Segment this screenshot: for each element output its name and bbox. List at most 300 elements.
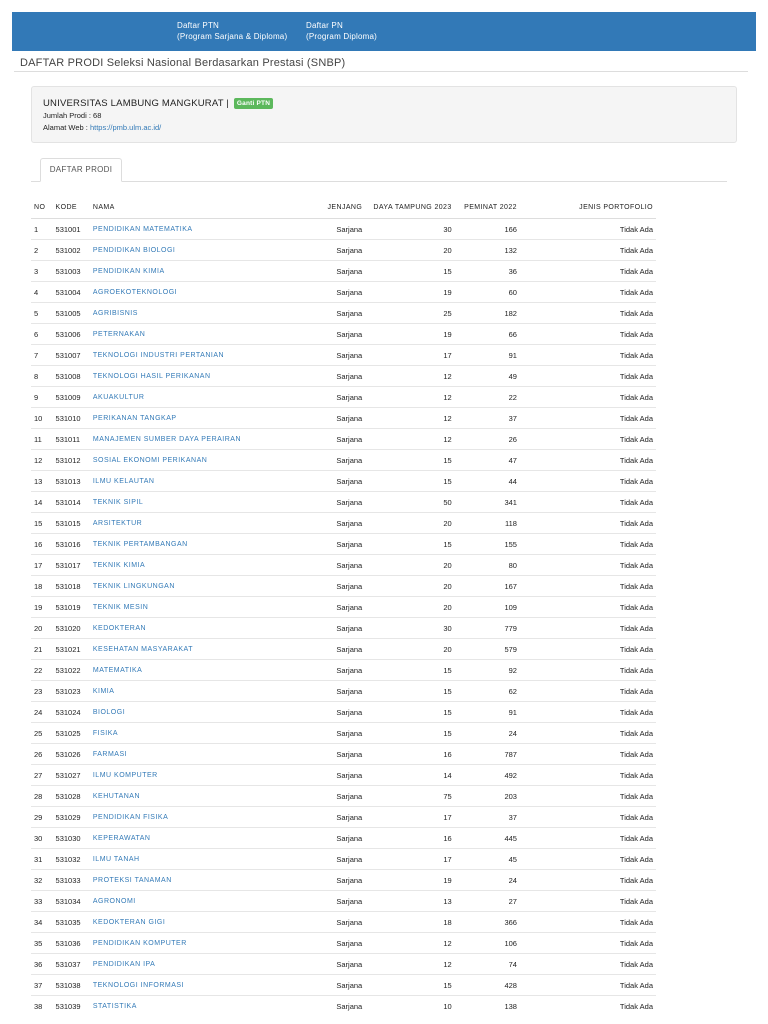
row-jenjang: Sarjana (308, 786, 365, 807)
prodi-name-link[interactable]: TEKNIK SIPIL (90, 492, 308, 513)
prodi-name-link[interactable]: AGROEKOTEKNOLOGI (90, 282, 308, 303)
table-row (31, 660, 656, 681)
row-kode: 531024 (53, 702, 90, 723)
row-no: 10 (31, 408, 53, 429)
row-kode: 531023 (53, 681, 90, 702)
row-jenjang: Sarjana (308, 660, 365, 681)
row-kode: 531017 (53, 555, 90, 576)
prodi-name-link[interactable]: BIOLOGI (90, 702, 308, 723)
row-kode: 531036 (53, 933, 90, 954)
table-row (31, 366, 656, 387)
row-daya-tampung: 20 (365, 555, 454, 576)
row-peminat: 22 (455, 387, 520, 408)
prodi-name-link[interactable]: ILMU TANAH (90, 849, 308, 870)
row-daya-tampung: 15 (365, 975, 454, 996)
row-jenis-portofolio: Tidak Ada (520, 282, 656, 303)
row-daya-tampung: 19 (365, 870, 454, 891)
title-divider (14, 71, 748, 72)
row-no: 36 (31, 954, 53, 975)
row-jenjang: Sarjana (308, 408, 365, 429)
row-jenis-portofolio: Tidak Ada (520, 933, 656, 954)
row-daya-tampung: 30 (365, 219, 454, 240)
row-jenjang: Sarjana (308, 303, 365, 324)
row-peminat: 341 (455, 492, 520, 513)
row-peminat: 167 (455, 576, 520, 597)
row-peminat: 45 (455, 849, 520, 870)
row-no: 5 (31, 303, 53, 324)
table-row (31, 555, 656, 576)
nav-daftar-pn-subtitle: (Program Diploma) (306, 32, 377, 41)
row-no: 38 (31, 996, 53, 1017)
table-row (31, 219, 656, 240)
row-peminat: 80 (455, 555, 520, 576)
prodi-name-link[interactable]: TEKNOLOGI INFORMASI (90, 975, 308, 996)
prodi-table (31, 196, 656, 1016)
row-daya-tampung: 15 (365, 702, 454, 723)
row-peminat: 27 (455, 891, 520, 912)
row-peminat: 492 (455, 765, 520, 786)
row-peminat: 91 (455, 345, 520, 366)
table-row (31, 681, 656, 702)
row-jenjang: Sarjana (308, 870, 365, 891)
row-jenjang: Sarjana (308, 513, 365, 534)
row-kode: 531035 (53, 912, 90, 933)
row-no: 16 (31, 534, 53, 555)
row-jenjang: Sarjana (308, 471, 365, 492)
prodi-name-link[interactable]: ARSITEKTUR (90, 513, 308, 534)
row-kode: 531003 (53, 261, 90, 282)
row-daya-tampung: 12 (365, 954, 454, 975)
row-jenjang: Sarjana (308, 597, 365, 618)
table-row (31, 933, 656, 954)
prodi-name-link[interactable]: PENDIDIKAN BIOLOGI (90, 240, 308, 261)
row-daya-tampung: 25 (365, 303, 454, 324)
row-no: 13 (31, 471, 53, 492)
table-row (31, 387, 656, 408)
row-no: 23 (31, 681, 53, 702)
row-no: 19 (31, 597, 53, 618)
table-row (31, 618, 656, 639)
row-jenjang: Sarjana (308, 345, 365, 366)
top-navbar (12, 12, 756, 51)
prodi-name-link[interactable]: SOSIAL EKONOMI PERIKANAN (90, 450, 308, 471)
row-kode: 531039 (53, 996, 90, 1017)
table-row (31, 975, 656, 996)
row-jenis-portofolio: Tidak Ada (520, 366, 656, 387)
row-no: 3 (31, 261, 53, 282)
row-daya-tampung: 17 (365, 807, 454, 828)
row-daya-tampung: 12 (365, 387, 454, 408)
row-peminat: 166 (455, 219, 520, 240)
table-row (31, 345, 656, 366)
row-kode: 531025 (53, 723, 90, 744)
row-jenis-portofolio: Tidak Ada (520, 849, 656, 870)
row-daya-tampung: 12 (365, 429, 454, 450)
row-kode: 531005 (53, 303, 90, 324)
row-daya-tampung: 12 (365, 933, 454, 954)
row-jenis-portofolio: Tidak Ada (520, 345, 656, 366)
row-kode: 531008 (53, 366, 90, 387)
row-daya-tampung: 15 (365, 261, 454, 282)
header-nama: NAMA (90, 196, 308, 219)
row-jenis-portofolio: Tidak Ada (520, 555, 656, 576)
row-jenjang: Sarjana (308, 240, 365, 261)
row-jenis-portofolio: Tidak Ada (520, 387, 656, 408)
row-kode: 531001 (53, 219, 90, 240)
row-jenjang: Sarjana (308, 975, 365, 996)
row-no: 1 (31, 219, 53, 240)
table-row (31, 723, 656, 744)
table-row (31, 240, 656, 261)
table-row (31, 597, 656, 618)
row-jenjang: Sarjana (308, 765, 365, 786)
row-jenis-portofolio: Tidak Ada (520, 492, 656, 513)
row-peminat: 36 (455, 261, 520, 282)
row-peminat: 74 (455, 954, 520, 975)
row-no: 30 (31, 828, 53, 849)
row-jenis-portofolio: Tidak Ada (520, 576, 656, 597)
prodi-name-link[interactable]: AGRONOMI (90, 891, 308, 912)
table-row (31, 639, 656, 660)
row-jenjang: Sarjana (308, 429, 365, 450)
row-kode: 531030 (53, 828, 90, 849)
row-kode: 531006 (53, 324, 90, 345)
jumlah-prodi-label: Jumlah Prodi : (43, 111, 94, 120)
tab-daftar-prodi[interactable]: DAFTAR PRODI (40, 158, 122, 182)
table-row (31, 828, 656, 849)
prodi-name-link[interactable]: KEHUTANAN (90, 786, 308, 807)
row-jenjang: Sarjana (308, 618, 365, 639)
row-jenis-portofolio: Tidak Ada (520, 597, 656, 618)
prodi-name-link[interactable]: AGRIBISNIS (90, 303, 308, 324)
table-row (31, 492, 656, 513)
prodi-name-link[interactable]: TEKNIK LINGKUNGAN (90, 576, 308, 597)
row-kode: 531026 (53, 744, 90, 765)
row-peminat: 44 (455, 471, 520, 492)
row-kode: 531016 (53, 534, 90, 555)
row-kode: 531014 (53, 492, 90, 513)
row-daya-tampung: 16 (365, 744, 454, 765)
row-peminat: 60 (455, 282, 520, 303)
row-jenjang: Sarjana (308, 366, 365, 387)
table-row (31, 786, 656, 807)
nav-daftar-ptn-subtitle: (Program Sarjana & Diploma) (177, 32, 288, 41)
prodi-name-link[interactable]: PENDIDIKAN KIMIA (90, 261, 308, 282)
row-peminat: 579 (455, 639, 520, 660)
table-row (31, 849, 656, 870)
row-no: 15 (31, 513, 53, 534)
nav-daftar-ptn-title: Daftar PTN (177, 21, 220, 30)
prodi-name-link[interactable]: TEKNIK MESIN (90, 597, 308, 618)
row-peminat: 203 (455, 786, 520, 807)
tabs-divider (31, 181, 727, 182)
row-peminat: 155 (455, 534, 520, 555)
row-daya-tampung: 13 (365, 891, 454, 912)
row-daya-tampung: 20 (365, 639, 454, 660)
row-daya-tampung: 50 (365, 492, 454, 513)
row-daya-tampung: 20 (365, 576, 454, 597)
row-no: 18 (31, 576, 53, 597)
row-jenjang: Sarjana (308, 639, 365, 660)
row-no: 6 (31, 324, 53, 345)
row-jenis-portofolio: Tidak Ada (520, 723, 656, 744)
table-header-row (31, 196, 656, 219)
row-peminat: 132 (455, 240, 520, 261)
row-jenis-portofolio: Tidak Ada (520, 639, 656, 660)
row-peminat: 49 (455, 366, 520, 387)
row-no: 22 (31, 660, 53, 681)
row-jenjang: Sarjana (308, 282, 365, 303)
row-jenjang: Sarjana (308, 492, 365, 513)
table-row (31, 408, 656, 429)
row-kode: 531007 (53, 345, 90, 366)
alamat-web-label: Alamat Web : (43, 123, 90, 132)
header-kode: KODE (53, 196, 90, 219)
row-no: 14 (31, 492, 53, 513)
row-daya-tampung: 15 (365, 534, 454, 555)
row-peminat: 366 (455, 912, 520, 933)
prodi-name-link[interactable]: TEKNIK PERTAMBANGAN (90, 534, 308, 555)
row-kode: 531019 (53, 597, 90, 618)
prodi-name-link[interactable]: KEPERAWATAN (90, 828, 308, 849)
row-daya-tampung: 20 (365, 597, 454, 618)
row-kode: 531012 (53, 450, 90, 471)
row-no: 8 (31, 366, 53, 387)
row-jenjang: Sarjana (308, 933, 365, 954)
row-jenjang: Sarjana (308, 450, 365, 471)
row-jenjang: Sarjana (308, 996, 365, 1017)
row-no: 27 (31, 765, 53, 786)
prodi-name-link[interactable]: FARMASI (90, 744, 308, 765)
row-daya-tampung: 15 (365, 471, 454, 492)
prodi-name-link[interactable]: KESEHATAN MASYARAKAT (90, 639, 308, 660)
row-jenis-portofolio: Tidak Ada (520, 765, 656, 786)
table-row (31, 702, 656, 723)
row-jenis-portofolio: Tidak Ada (520, 240, 656, 261)
prodi-name-link[interactable]: STATISTIKA (90, 996, 308, 1017)
row-jenis-portofolio: Tidak Ada (520, 660, 656, 681)
prodi-name-link[interactable]: MANAJEMEN SUMBER DAYA PERAIRAN (90, 429, 308, 450)
row-jenjang: Sarjana (308, 807, 365, 828)
prodi-name-link[interactable]: PROTEKSI TANAMAN (90, 870, 308, 891)
row-kode: 531010 (53, 408, 90, 429)
prodi-name-link[interactable]: PENDIDIKAN IPA (90, 954, 308, 975)
row-no: 20 (31, 618, 53, 639)
row-peminat: 37 (455, 408, 520, 429)
row-kode: 531027 (53, 765, 90, 786)
row-peminat: 445 (455, 828, 520, 849)
row-kode: 531009 (53, 387, 90, 408)
row-peminat: 62 (455, 681, 520, 702)
row-no: 4 (31, 282, 53, 303)
row-no: 2 (31, 240, 53, 261)
row-kode: 531038 (53, 975, 90, 996)
row-kode: 531021 (53, 639, 90, 660)
header-jenis-portofolio: JENIS PORTOFOLIO (520, 196, 656, 219)
prodi-name-link[interactable]: TEKNIK KIMIA (90, 555, 308, 576)
row-jenis-portofolio: Tidak Ada (520, 450, 656, 471)
row-jenjang: Sarjana (308, 576, 365, 597)
row-jenis-portofolio: Tidak Ada (520, 429, 656, 450)
row-jenis-portofolio: Tidak Ada (520, 219, 656, 240)
university-info-panel (31, 86, 737, 143)
row-jenjang: Sarjana (308, 849, 365, 870)
prodi-name-link[interactable]: KEDOKTERAN GIGI (90, 912, 308, 933)
row-daya-tampung: 75 (365, 786, 454, 807)
row-daya-tampung: 15 (365, 723, 454, 744)
prodi-name-link[interactable]: ILMU KELAUTAN (90, 471, 308, 492)
alamat-web (43, 123, 161, 132)
row-daya-tampung: 17 (365, 849, 454, 870)
row-no: 28 (31, 786, 53, 807)
table-row (31, 996, 656, 1017)
table-row (31, 471, 656, 492)
prodi-name-link[interactable]: PETERNAKAN (90, 324, 308, 345)
row-jenjang: Sarjana (308, 555, 365, 576)
table-row (31, 744, 656, 765)
prodi-name-link[interactable]: FISIKA (90, 723, 308, 744)
row-kode: 531037 (53, 954, 90, 975)
row-no: 24 (31, 702, 53, 723)
row-peminat: 24 (455, 870, 520, 891)
row-no: 29 (31, 807, 53, 828)
row-daya-tampung: 15 (365, 681, 454, 702)
row-jenjang: Sarjana (308, 912, 365, 933)
row-peminat: 779 (455, 618, 520, 639)
row-no: 37 (31, 975, 53, 996)
row-peminat: 106 (455, 933, 520, 954)
row-peminat: 66 (455, 324, 520, 345)
prodi-name-link[interactable]: PENDIDIKAN MATEMATIKA (90, 219, 308, 240)
row-jenis-portofolio: Tidak Ada (520, 408, 656, 429)
row-kode: 531032 (53, 849, 90, 870)
page-title: DAFTAR PRODI Seleksi Nasional Berdasarkan Prestasi (SNBP) (20, 57, 346, 69)
row-kode: 531002 (53, 240, 90, 261)
row-daya-tampung: 20 (365, 513, 454, 534)
table-row (31, 324, 656, 345)
row-no: 17 (31, 555, 53, 576)
row-peminat: 37 (455, 807, 520, 828)
row-jenjang: Sarjana (308, 219, 365, 240)
row-no: 25 (31, 723, 53, 744)
row-jenis-portofolio: Tidak Ada (520, 786, 656, 807)
row-kode: 531028 (53, 786, 90, 807)
row-daya-tampung: 19 (365, 282, 454, 303)
table-body (31, 219, 656, 1017)
row-daya-tampung: 16 (365, 828, 454, 849)
prodi-name-link[interactable]: MATEMATIKA (90, 660, 308, 681)
row-jenjang: Sarjana (308, 534, 365, 555)
jumlah-prodi-value: 68 (93, 111, 102, 120)
prodi-name-link[interactable]: PENDIDIKAN KOMPUTER (90, 933, 308, 954)
prodi-name-link[interactable]: AKUAKULTUR (90, 387, 308, 408)
row-jenis-portofolio: Tidak Ada (520, 261, 656, 282)
row-peminat: 787 (455, 744, 520, 765)
prodi-name-link[interactable]: ILMU KOMPUTER (90, 765, 308, 786)
row-daya-tampung: 10 (365, 996, 454, 1017)
table-row (31, 261, 656, 282)
row-no: 31 (31, 849, 53, 870)
nav-daftar-pn-title: Daftar PN (306, 21, 343, 30)
alamat-web-link[interactable]: https://pmb.ulm.ac.id/ (89, 123, 162, 132)
row-daya-tampung: 12 (365, 408, 454, 429)
prodi-name-link[interactable]: TEKNOLOGI INDUSTRI PERTANIAN (90, 345, 308, 366)
row-jenis-portofolio: Tidak Ada (520, 828, 656, 849)
prodi-name-link[interactable]: KEDOKTERAN (90, 618, 308, 639)
row-jenjang: Sarjana (308, 954, 365, 975)
table-row (31, 303, 656, 324)
row-jenjang: Sarjana (308, 702, 365, 723)
prodi-name-link[interactable]: PENDIDIKAN FISIKA (90, 807, 308, 828)
row-kode: 531015 (53, 513, 90, 534)
row-no: 32 (31, 870, 53, 891)
row-daya-tampung: 18 (365, 912, 454, 933)
row-peminat: 92 (455, 660, 520, 681)
ganti-ptn-button[interactable]: Ganti PTN (234, 98, 273, 109)
row-jenis-portofolio: Tidak Ada (520, 618, 656, 639)
row-jenis-portofolio: Tidak Ada (520, 681, 656, 702)
row-peminat: 26 (455, 429, 520, 450)
row-peminat: 47 (455, 450, 520, 471)
table-row (31, 534, 656, 555)
row-no: 7 (31, 345, 53, 366)
row-kode: 531022 (53, 660, 90, 681)
table-row (31, 576, 656, 597)
row-no: 11 (31, 429, 53, 450)
row-kode: 531034 (53, 891, 90, 912)
row-jenjang: Sarjana (308, 681, 365, 702)
row-daya-tampung: 20 (365, 240, 454, 261)
row-jenis-portofolio: Tidak Ada (520, 324, 656, 345)
row-peminat: 138 (455, 996, 520, 1017)
prodi-name-link[interactable]: PERIKANAN TANGKAP (90, 408, 308, 429)
row-daya-tampung: 15 (365, 660, 454, 681)
header-peminat: PEMINAT 2022 (455, 196, 520, 219)
table-row (31, 765, 656, 786)
table-row (31, 282, 656, 303)
row-peminat: 428 (455, 975, 520, 996)
row-no: 35 (31, 933, 53, 954)
row-peminat: 118 (455, 513, 520, 534)
row-jenis-portofolio: Tidak Ada (520, 996, 656, 1017)
row-jenis-portofolio: Tidak Ada (520, 702, 656, 723)
jumlah-prodi (43, 111, 101, 120)
row-no: 34 (31, 912, 53, 933)
row-daya-tampung: 14 (365, 765, 454, 786)
table-row (31, 429, 656, 450)
nav-daftar-ptn-link[interactable] (177, 20, 287, 42)
row-jenjang: Sarjana (308, 891, 365, 912)
table-row (31, 450, 656, 471)
table-row (31, 870, 656, 891)
row-jenis-portofolio: Tidak Ada (520, 975, 656, 996)
university-name: UNIVERSITAS LAMBUNG MANGKURAT | (43, 98, 230, 109)
university-name-line (43, 98, 273, 109)
row-jenis-portofolio: Tidak Ada (520, 807, 656, 828)
row-peminat: 109 (455, 597, 520, 618)
table-row (31, 513, 656, 534)
nav-daftar-pn-link[interactable] (306, 20, 377, 42)
header-no: NO (31, 196, 53, 219)
row-jenis-portofolio: Tidak Ada (520, 513, 656, 534)
row-daya-tampung: 30 (365, 618, 454, 639)
row-daya-tampung: 15 (365, 450, 454, 471)
row-kode: 531020 (53, 618, 90, 639)
prodi-name-link[interactable]: KIMIA (90, 681, 308, 702)
row-jenjang: Sarjana (308, 744, 365, 765)
prodi-name-link[interactable]: TEKNOLOGI HASIL PERIKANAN (90, 366, 308, 387)
header-daya-tampung: DAYA TAMPUNG 2023 (365, 196, 454, 219)
